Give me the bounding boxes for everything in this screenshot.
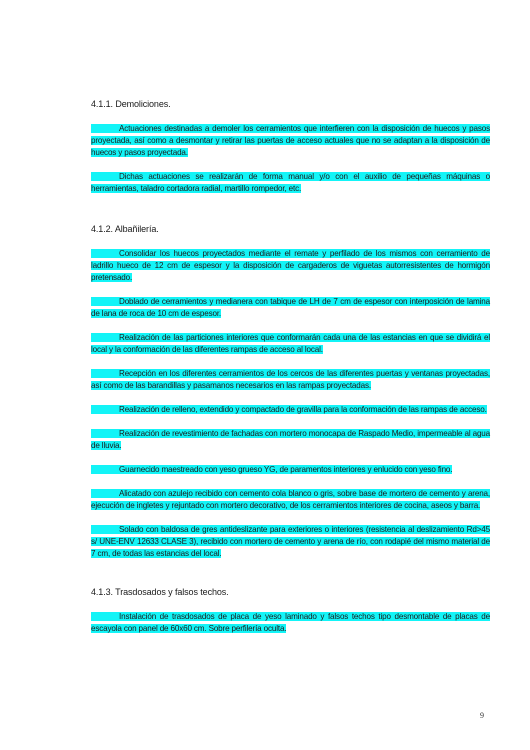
paragraph (91, 464, 490, 476)
highlighted-text: Actuaciones destinadas a demoler los cerramientos que interfieren con la disposición de huecos y pasos proyectada, así como a desmontar y retirar las puertas de acceso actuales que no se adaptan a la disposición de huecos y pasos proyectada. (91, 124, 490, 157)
highlighted-text: Dichas actuaciones se realizarán de forma manual y/o con el auxilio de pequeñas máquinas o herramientas, taladro cortadora radial, martillo rompedor, etc. (91, 172, 490, 193)
highlighted-text: Alicatado con azulejo recibido con cemento cola blanco o gris, sobre base de mortero de cemento y arena, ejecución de ingletes y rejuntado con mortero decorativo, de los cerramientos interiores de cocina, aseos y barra. (91, 489, 490, 510)
highlighted-text: Consolidar los huecos proyectados mediante el remate y perfilado de los mismos con cerramiento de ladrillo hueco de 12 cm de espesor y la disposición de cargaderos de viguetas autorresistentes de hormigón pretensado. (91, 249, 490, 282)
section-heading-demoliciones: 4.1.1. Demoliciones. (91, 99, 171, 109)
paragraph (91, 171, 490, 195)
paragraph (91, 296, 490, 320)
paragraph (91, 428, 490, 452)
paragraph (91, 611, 490, 635)
highlighted-text: Solado con baldosa de gres antideslizante para exteriores o interiores (resistencia al deslizamiento Rd>45 s/ UNE-ENV 12633 CLASE 3), recibido con mortero de cemento y arena de río, con rodapié del mismo material de 7 cm, de todas las estancias del local. (91, 525, 490, 558)
paragraph (91, 404, 490, 416)
highlighted-text: Doblado de cerramientos y medianera con tabique de LH de 7 cm de espesor con interposición de lamina de lana de roca de 10 cm de espesor. (91, 297, 490, 318)
section-heading-albanileria: 4.1.2. Albañilería. (91, 224, 159, 234)
highlighted-text: Realización de las particiones interiores que conformarán cada una de las estancias en que se dividirá el local y la conformación de las diferentes rampas de acceso al local. (91, 333, 490, 354)
paragraph (91, 368, 490, 392)
page-content (91, 98, 490, 635)
highlighted-text: Realización de revestimiento de fachadas con mortero monocapa de Raspado Medio, impermeable al agua de lluvia. (91, 429, 490, 450)
highlighted-text: Recepción en los diferentes cerramientos de los cercos de las diferentes puertas y ventanas proyectadas, así como de las barandillas y pasamanos necesarios en las rampas proyectadas. (91, 369, 490, 390)
page-number: 9 (480, 711, 484, 720)
highlighted-text: Guarnecido maestreado con yeso grueso YG, de paramentos interiores y enlucido con yeso fino. (91, 465, 452, 474)
paragraph (91, 524, 490, 560)
paragraph (91, 123, 490, 159)
section-heading-trasdosados: 4.1.3. Trasdosados y falsos techos. (91, 587, 229, 597)
paragraph (91, 248, 490, 284)
highlighted-text: Instalación de trasdosados de placa de yeso laminado y falsos techos tipo desmontable de placas de escayola con panel de 60x60 cm. Sobre perfilería oculta. (91, 612, 490, 633)
highlighted-text: Realización de relleno, extendido y compactado de gravilla para la conformación de las rampas de acceso. (91, 405, 487, 414)
paragraph (91, 332, 490, 356)
paragraph (91, 488, 490, 512)
